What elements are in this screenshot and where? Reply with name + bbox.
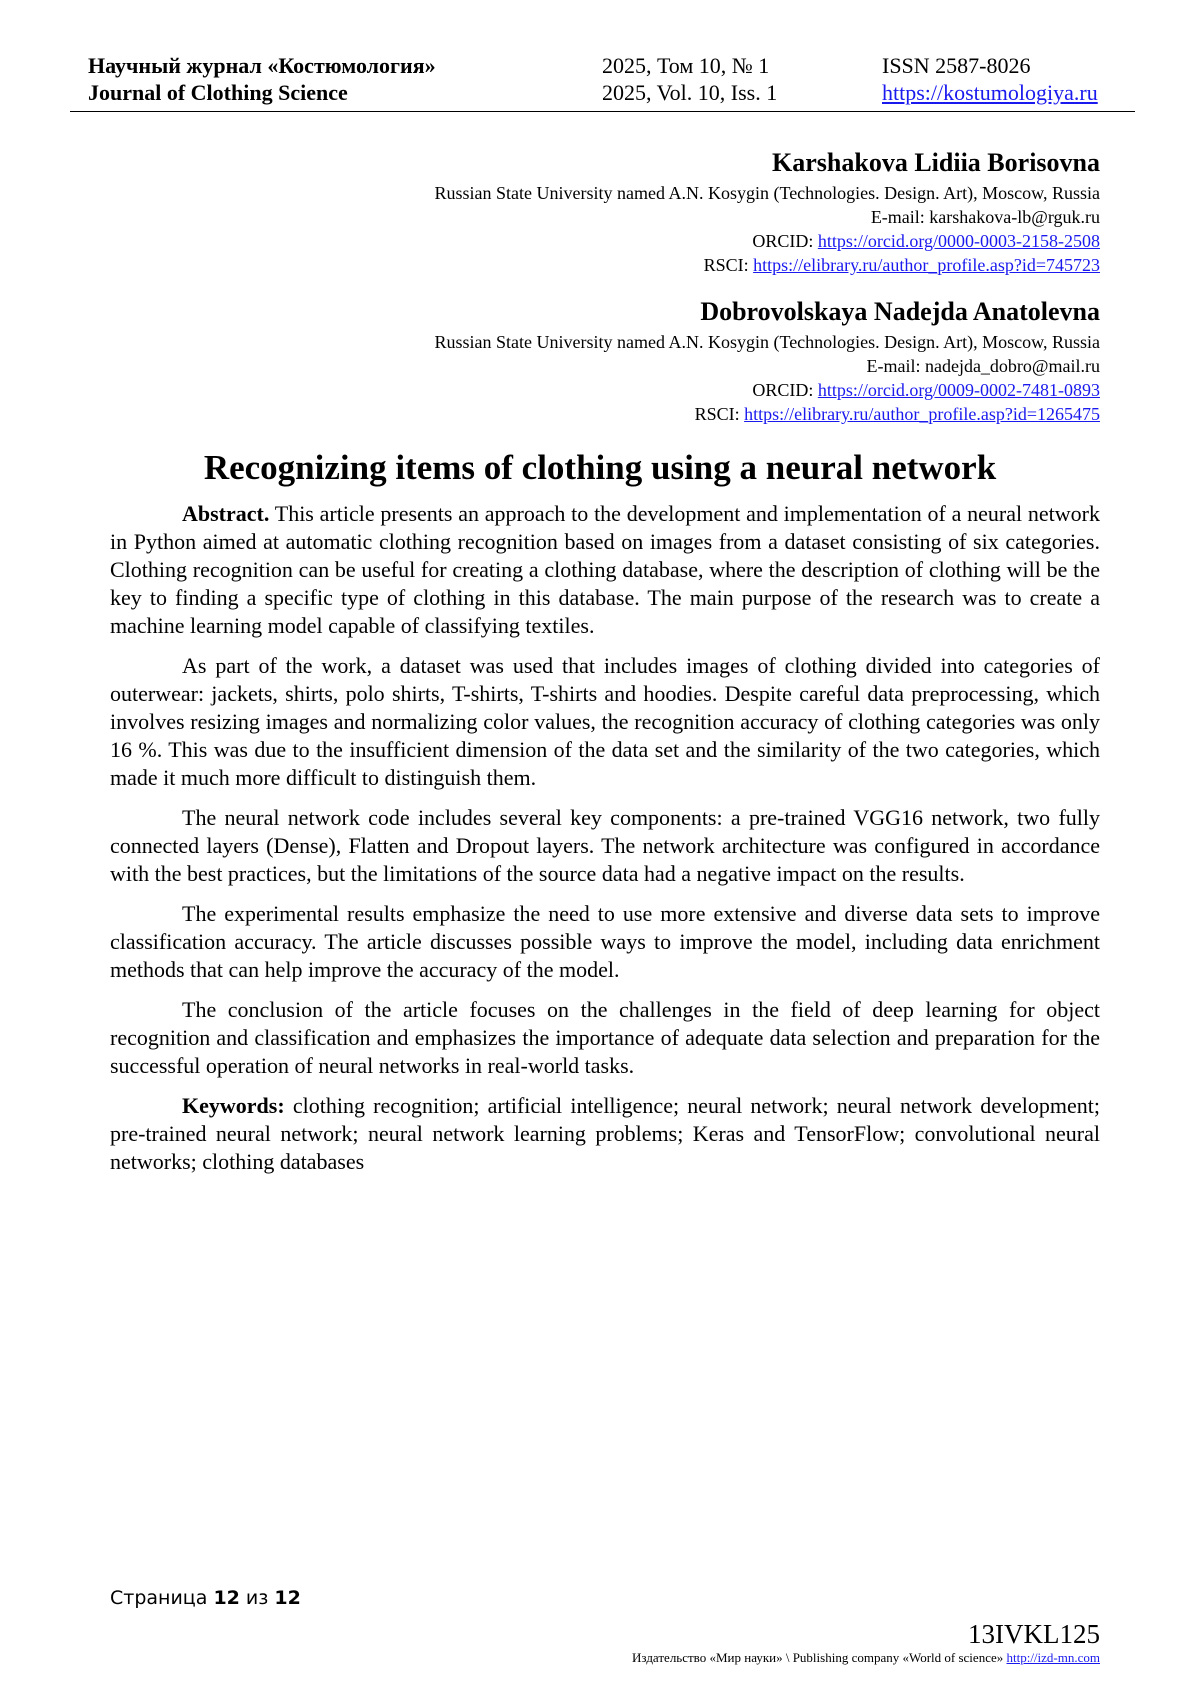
journal-name xyxy=(88,52,436,106)
orcid-link[interactable]: https://orcid.org/0000-0003-2158-2508 xyxy=(817,231,1100,251)
journal-name-ru: Научный журнал «Костюмология» xyxy=(88,53,436,78)
abstract-label: Abstract. xyxy=(182,501,270,526)
abstract-text: This article presents an approach to the development and implementation of a neural network in Python aimed at automatic clothing recognition based on images from a dataset consisting of six categories. Clothing recognition can be useful for creating a clothing database, where the description of clothing will be the key to finding a specific type of clothing in this database. The main purpose of the research was to create a machine learning model capable of classifying textiles. xyxy=(110,501,1100,638)
page-current: 12 xyxy=(213,1587,240,1609)
abstract-paragraph: The experimental results emphasize the need to use more extensive and diverse data sets to improve classification accuracy. The article discusses possible ways to improve the model, including data enrichment methods that can help improve the accuracy of the model. xyxy=(110,901,1100,982)
page-separator: из xyxy=(239,1587,275,1609)
author-block xyxy=(200,296,1100,426)
abstract-paragraph: As part of the work, a dataset was used that includes images of clothing divided into categories of outerwear: jackets, shirts, polo shirts, T-shirts, T-shirts and hoodies. Despite careful data preprocessing, which involves resizing images and normalizing color values, the recognition accuracy of clothing categories was only 16 %. This was due to the insufficient dimension of the data set and the similarity of the two categories, which made it much more difficult to distinguish them. xyxy=(110,653,1100,790)
author-name: Dobrovolskaya Nadejda Anatolevna xyxy=(700,297,1100,326)
abstract-section xyxy=(110,500,1100,1188)
author-email: E-mail: nadejda_dobro@mail.ru xyxy=(866,356,1100,376)
page-prefix: Страница xyxy=(110,1587,214,1609)
author-name: Karshakova Lidiia Borisovna xyxy=(772,148,1100,177)
journal-site-link[interactable]: https://kostumologiya.ru xyxy=(882,80,1098,105)
author-orcid xyxy=(200,378,1100,402)
orcid-label: ORCID: xyxy=(752,231,818,251)
rsci-link[interactable]: https://elibrary.ru/author_profile.asp?id=1265475 xyxy=(744,404,1100,424)
author-orcid xyxy=(200,229,1100,253)
page-total: 12 xyxy=(274,1587,301,1609)
page-number xyxy=(110,1587,301,1609)
issue-info xyxy=(602,52,777,106)
publisher-link[interactable]: http://izd-mn.com xyxy=(1006,1650,1100,1665)
abstract-paragraph: The neural network code includes several key components: a pre-trained VGG16 network, two fully connected layers (Dense), Flatten and Dropout layers. The network architecture was configured in accordance with the best practices, but the limitations of the source data had a negative impact on the results. xyxy=(110,805,1100,886)
publisher-line xyxy=(632,1650,1100,1666)
author-affiliation: Russian State University named A.N. Kosygin (Technologies. Design. Art), Moscow, Russia xyxy=(434,183,1100,203)
abstract-paragraph: The conclusion of the article focuses on the challenges in the field of deep learning for object recognition and classification and emphasizes the importance of adequate data selection and preparation for the successful operation of neural networks in real-world tasks. xyxy=(110,997,1100,1078)
journal-name-en: Journal of Clothing Science xyxy=(88,80,348,105)
article-title: Recognizing items of clothing using a neural network xyxy=(203,448,997,487)
keywords-label: Keywords: xyxy=(182,1093,285,1118)
author-block xyxy=(200,147,1100,277)
abstract-paragraph xyxy=(110,500,1100,640)
issn: ISSN 2587-8026 xyxy=(882,53,1031,78)
rsci-label: RSCI: xyxy=(703,255,754,275)
issn-block xyxy=(882,52,1098,106)
orcid-link[interactable]: https://orcid.org/0009-0002-7481-0893 xyxy=(817,380,1100,400)
author-rsci xyxy=(200,402,1100,426)
author-email: E-mail: karshakova-lb@rguk.ru xyxy=(870,207,1100,227)
rsci-label: RSCI: xyxy=(694,404,745,424)
rsci-link[interactable]: https://elibrary.ru/author_profile.asp?id=745723 xyxy=(753,255,1100,275)
publisher-text: Издательство «Мир науки» \ Publishing company «World of science» xyxy=(632,1650,1007,1665)
journal-header xyxy=(88,52,1123,110)
keywords-paragraph xyxy=(110,1092,1100,1176)
header-divider xyxy=(70,111,1135,112)
orcid-label: ORCID: xyxy=(752,380,818,400)
author-affiliation: Russian State University named A.N. Kosygin (Technologies. Design. Art), Moscow, Russia xyxy=(434,332,1100,352)
author-rsci xyxy=(200,253,1100,277)
article-code: 13IVKL125 xyxy=(968,1619,1100,1649)
issue-en: 2025, Vol. 10, Iss. 1 xyxy=(602,80,778,105)
issue-ru: 2025, Том 10, № 1 xyxy=(602,53,770,78)
keywords-text: clothing recognition; artificial intelligence; neural network; neural network development; pre-trained neural network; neural network learning problems; Keras and TensorFlow; convolutional neural networks; clothing databases xyxy=(110,1093,1100,1174)
